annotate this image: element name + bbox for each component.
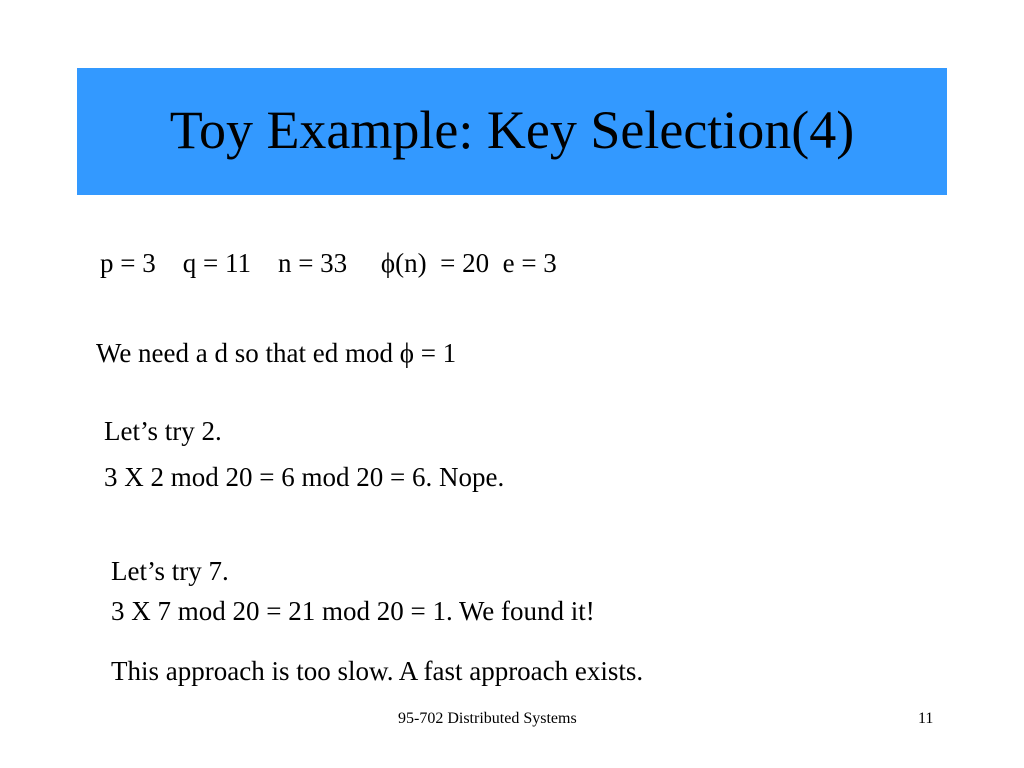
slide-title: Toy Example: Key Selection(4) bbox=[169, 99, 855, 160]
title-bar bbox=[77, 68, 947, 195]
footer-page-number: 11 bbox=[918, 710, 934, 727]
requirement-line: We need a d so that ed mod ϕ = 1 bbox=[96, 338, 457, 368]
approach-note-line: This approach is too slow. A fast approach exists. bbox=[111, 656, 644, 686]
footer-course-name: 95-702 Distributed Systems bbox=[398, 710, 577, 727]
calc-2-line: 3 X 2 mod 20 = 6 mod 20 = 6. Nope. bbox=[104, 462, 505, 492]
try-2-line: Let’s try 2. bbox=[104, 416, 222, 446]
calc-7-line: 3 X 7 mod 20 = 21 mod 20 = 1. We found it! bbox=[111, 596, 595, 626]
try-7-line: Let’s try 7. bbox=[111, 556, 229, 586]
params-line: p = 3 q = 11 n = 33 ϕ(n) = 20 e = 3 bbox=[100, 248, 557, 278]
